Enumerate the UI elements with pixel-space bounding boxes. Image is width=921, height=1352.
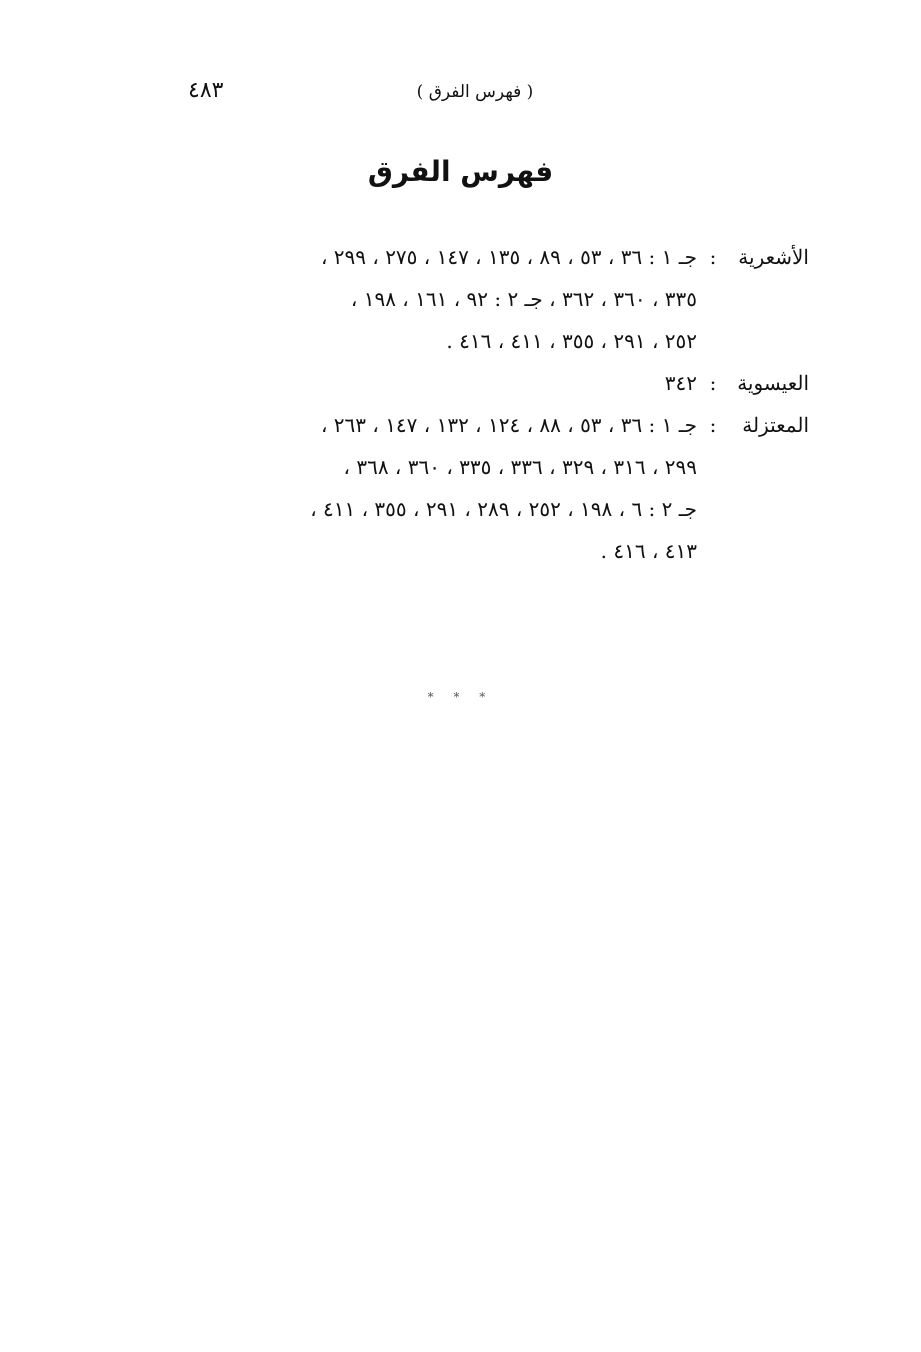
index-entry-ashariyya [139, 236, 809, 362]
entry-term: المعتزلة [742, 413, 809, 437]
end-ornament: * * * [427, 690, 494, 704]
index-entries [139, 236, 809, 572]
reference-line: ٣٤٢ [664, 371, 697, 395]
entry-references [139, 362, 697, 404]
entry-colon: : [709, 413, 717, 437]
reference-line: ٢٩٩ ، ٣١٦ ، ٣٢٩ ، ٣٣٦ ، ٣٣٥ ، ٣٦٠ ، ٣٦٨ ، [343, 455, 697, 479]
reference-line: ٢٥٢ ، ٢٩١ ، ٣٥٥ ، ٤١١ ، ٤١٦ . [446, 329, 697, 353]
entry-references [139, 236, 697, 362]
reference-line: جـ ٢ : ٦ ، ١٩٨ ، ٢٥٢ ، ٢٨٩ ، ٢٩١ ، ٣٥٥ ، ٤١١ ، [310, 497, 697, 521]
entry-term: الأشعرية [738, 245, 809, 269]
entry-term: العيسوية [737, 371, 809, 395]
entry-references [139, 404, 697, 572]
page-number: ٤٨٣ [188, 78, 224, 103]
entry-colon: : [709, 371, 717, 395]
running-header [140, 78, 810, 108]
running-header-title: ( فهرس الفرق ) [416, 82, 534, 102]
reference-line: جـ ١ : ٣٦ ، ٥٣ ، ٨٨ ، ١٢٤ ، ١٣٢ ، ١٤٧ ، ٢٦٣ ، [320, 413, 697, 437]
index-title: فهرس الفرق [367, 155, 554, 188]
index-entry-mutazila [139, 404, 809, 572]
reference-line: جـ ١ : ٣٦ ، ٥٣ ، ٨٩ ، ١٣٥ ، ١٤٧ ، ٢٧٥ ، ٢٩٩ ، [320, 245, 697, 269]
reference-line: ٤١٣ ، ٤١٦ . [600, 539, 697, 563]
entry-colon: : [709, 245, 717, 269]
reference-line: ٣٣٥ ، ٣٦٠ ، ٣٦٢ ، جـ ٢ : ٩٢ ، ١٦١ ، ١٩٨ ، [350, 287, 697, 311]
index-entry-isawiyya [139, 362, 809, 404]
